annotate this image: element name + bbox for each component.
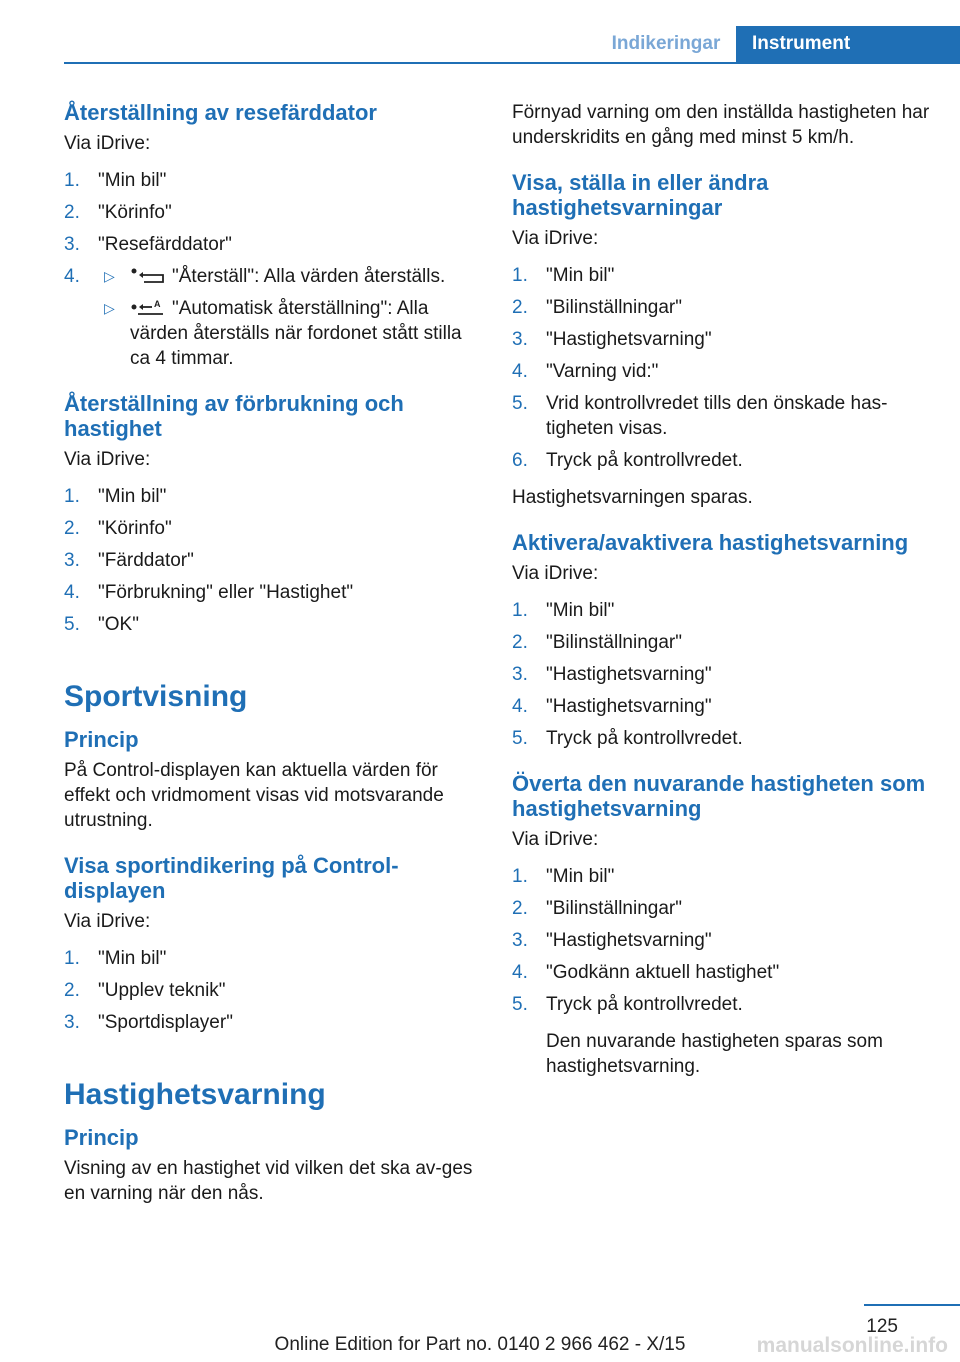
heading-reset-trip: Återställning av resefärddator	[64, 100, 377, 125]
steps-adopt-speed	[512, 864, 932, 1017]
list-item: 2. "Körinfo"	[64, 518, 172, 539]
steps-reset-trip	[64, 168, 474, 371]
note-saved: Hastighetsvarningen sparas.	[512, 487, 753, 508]
section-title-sport: Sportvisning	[64, 680, 248, 713]
list-item: 1. "Min bil"	[512, 265, 615, 286]
steps-activate-warning	[512, 598, 932, 751]
list-item: 1. "Min bil"	[64, 170, 167, 191]
heading-activate-warning: Aktivera/avaktivera hastighetsvarning	[512, 530, 909, 555]
steps-sport	[64, 946, 474, 1035]
list-item: 1. "Min bil"	[64, 486, 167, 507]
result-text: Den nuvarande hastigheten sparas som hastighetsvarning.	[546, 1031, 883, 1077]
list-item: 3. "Hastighetsvarning"	[512, 664, 712, 685]
via-idrive: Via iDrive:	[64, 449, 151, 470]
triangle-bullet-icon: ▷	[104, 268, 115, 284]
list-item: 4. "Förbrukning" eller "Hastighet"	[64, 582, 354, 603]
list-item: 1. "Min bil"	[64, 948, 167, 969]
heading-show-sport: Visa sportindikering på Control-displayen	[64, 853, 399, 903]
list-item: ▷ A "Automatisk återställning": Alla värden återställs när fordonet stått stilla ca 4 timmar.	[64, 296, 474, 371]
footer-divider	[864, 1304, 960, 1306]
section-tab-indikeringar[interactable]: Indikeringar	[611, 33, 721, 54]
list-item: 1. "Min bil"	[512, 866, 615, 887]
via-idrive: Via iDrive:	[512, 829, 599, 850]
watermark: manualsonline.info	[756, 1334, 948, 1357]
steps-reset-consumption	[64, 484, 474, 637]
list-item: 5. Vrid kontrollvredet tills den önskade has-tigheten visas.	[512, 393, 888, 439]
heading-set-warning: Visa, ställa in eller ändra hastighetsvarningar	[512, 170, 769, 220]
heading-reset-consumption: Återställning av förbrukning och hastighet	[64, 391, 404, 441]
steps-set-warning	[512, 263, 932, 473]
via-idrive: Via iDrive:	[64, 911, 151, 932]
triangle-bullet-icon: ▷	[104, 300, 115, 316]
list-item: 2. "Bilinställningar"	[512, 297, 682, 318]
list-item: 5. Tryck på kontrollvredet.	[512, 994, 743, 1015]
list-item: 2. "Bilinställningar"	[512, 898, 682, 919]
list-item: 3. "Resefärddator"	[64, 234, 232, 255]
list-item: 5. "OK"	[64, 614, 139, 635]
heading-princip: Princip	[64, 1125, 139, 1150]
list-item: 5. Tryck på kontrollvredet.	[512, 728, 743, 749]
via-idrive: Via iDrive:	[512, 228, 599, 249]
list-item: 2. "Upplev teknik"	[64, 980, 226, 1001]
auto-reset-icon	[130, 298, 168, 316]
svg-text:A: A	[154, 299, 161, 309]
page-number: 125	[866, 1316, 898, 1337]
edition-text: Online Edition for Part no. 0140 2 966 462 - X/15	[274, 1334, 686, 1355]
list-item: 6. Tryck på kontrollvredet.	[512, 450, 743, 471]
reset-icon	[130, 266, 168, 284]
list-item: 3. "Sportdisplayer"	[64, 1012, 233, 1033]
intro-text: Förnyad varning om den inställda hastigheten har underskridits en gång med minst 5 km/h.	[512, 102, 930, 148]
list-item: 3. "Färddator"	[64, 550, 194, 571]
section-title-speed-warning: Hastighetsvarning	[64, 1078, 326, 1111]
princip-text: Visning av en hastighet vid vilken det ska av-ges en varning när den nås.	[64, 1158, 473, 1204]
right-column	[512, 100, 932, 1085]
list-item: 2. "Bilinställningar"	[512, 632, 682, 653]
heading-adopt-speed: Överta den nuvarande hastigheten som hastighetsvarning	[512, 771, 926, 821]
list-item: 4. "Hastighetsvarning"	[512, 696, 712, 717]
section-tab-instrument[interactable]: Instrument	[736, 26, 960, 62]
page-header	[64, 26, 960, 64]
heading-princip: Princip	[64, 727, 139, 752]
via-idrive: Via iDrive:	[64, 133, 151, 154]
list-item: 1. "Min bil"	[512, 600, 615, 621]
list-item: 3. "Hastighetsvarning"	[512, 329, 712, 350]
princip-text: På Control-displayen kan aktuella värden för effekt och vridmoment visas vid motsvarande utrustning.	[64, 760, 444, 831]
left-column	[64, 100, 474, 1218]
list-item: 4. ▷ "Återställ": Alla värden återställs.	[64, 266, 446, 287]
list-item: 4. "Varning vid:"	[512, 361, 659, 382]
list-item: 4. "Godkänn aktuell hastighet"	[512, 962, 780, 983]
via-idrive: Via iDrive:	[512, 563, 599, 584]
list-item: 3. "Hastighetsvarning"	[512, 930, 712, 951]
list-item: 2. "Körinfo"	[64, 202, 172, 223]
